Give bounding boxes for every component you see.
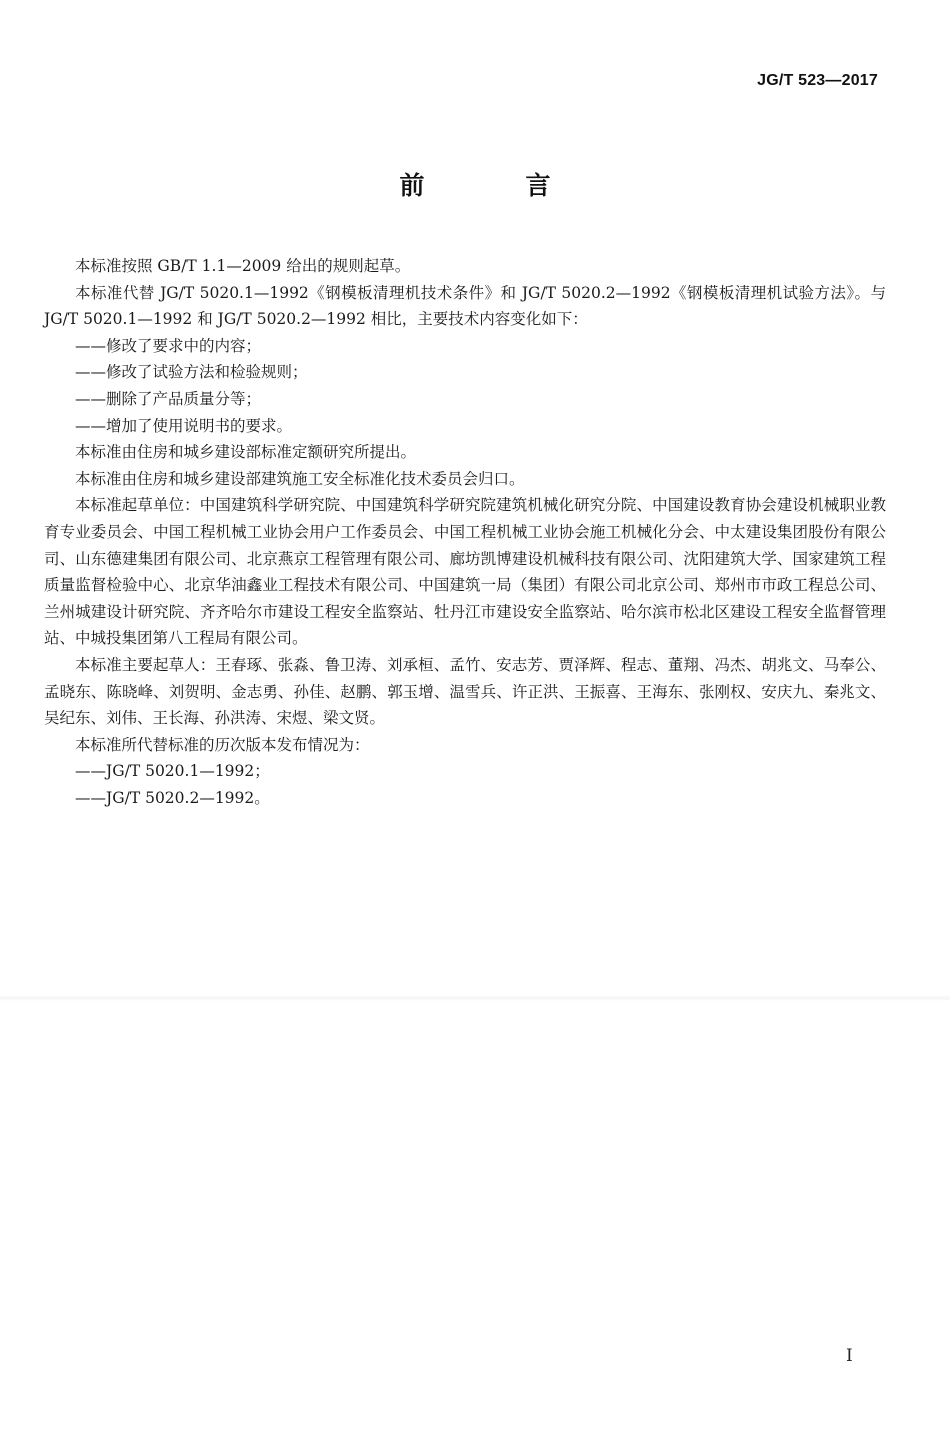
- standard-number: JG/T 523—2017: [757, 72, 878, 89]
- history-item: ——JG/T 5020.2—1992。: [75, 788, 270, 807]
- change-item: ——增加了使用说明书的要求。: [75, 416, 293, 435]
- change-item: ——删除了产品质量分等；: [75, 389, 262, 408]
- page-title: 前 言: [399, 171, 589, 200]
- scan-artifact-line: [0, 995, 950, 1001]
- proposer-paragraph: 本标准由住房和城乡建设部标准定额研究所提出。: [75, 443, 417, 462]
- page-number: I: [846, 1346, 853, 1366]
- replacement-paragraph: 本标准代替 JG/T 5020.1—1992《钢模板清理机技术条件》和 JG/T 5020.2—1992《钢模板清理机试验方法》。与 JG/T 5020.1—1992 和 JG/T 5020.2—1992 相比，主要技术内容变化如下：: [44, 283, 886, 329]
- drafters-paragraph: 本标准主要起草人：王春琢、张淼、鲁卫涛、刘承桓、孟竹、安志芳、贾泽辉、程志、董翔、冯杰、胡兆文、马奉公、孟晓东、陈晓峰、刘贺明、金志勇、孙佳、赵鹏、郭玉增、温雪兵、许正洪、王振喜、王海东、张刚权、安庆九、秦兆文、吴纪东、刘伟、王长海、孙洪涛、宋煜、梁文贤。: [44, 655, 886, 728]
- change-item: ——修改了要求中的内容；: [75, 336, 262, 355]
- drafting-rules-paragraph: 本标准按照 GB/T 1.1—2009 给出的规则起草。: [75, 257, 411, 275]
- drafting-units-paragraph: 本标准起草单位：中国建筑科学研究院、中国建筑科学研究院建筑机械化研究分院、中国建设教育协会建设机械职业教育专业委员会、中国工程机械工业协会用户工作委员会、中国工程机械工业协会施工机械化分会、中太建设集团股份有限公司、山东德建集团有限公司、北京燕京工程管理有限公司、廊坊凯博建设机械科技有限公司、沈阳建筑大学、国家建筑工程质量监督检验中心、北京华油鑫业工程技术有限公司、中国建筑一局（集团）有限公司北京公司、郑州市市政工程总公司、兰州城建设计研究院、齐齐哈尔市建设工程安全监察站、牡丹江市建设安全监察站、哈尔滨市松北区建设工程安全监督管理站、中城投集团第八工程局有限公司。: [44, 496, 886, 648]
- committee-paragraph: 本标准由住房和城乡建设部建筑施工安全标准化技术委员会归口。: [75, 469, 525, 488]
- history-item: ——JG/T 5020.1—1992；: [75, 762, 270, 781]
- history-intro-paragraph: 本标准所代替标准的历次版本发布情况为：: [75, 735, 370, 754]
- change-item: ——修改了试验方法和检验规则；: [75, 363, 308, 382]
- preface-body: [44, 253, 886, 811]
